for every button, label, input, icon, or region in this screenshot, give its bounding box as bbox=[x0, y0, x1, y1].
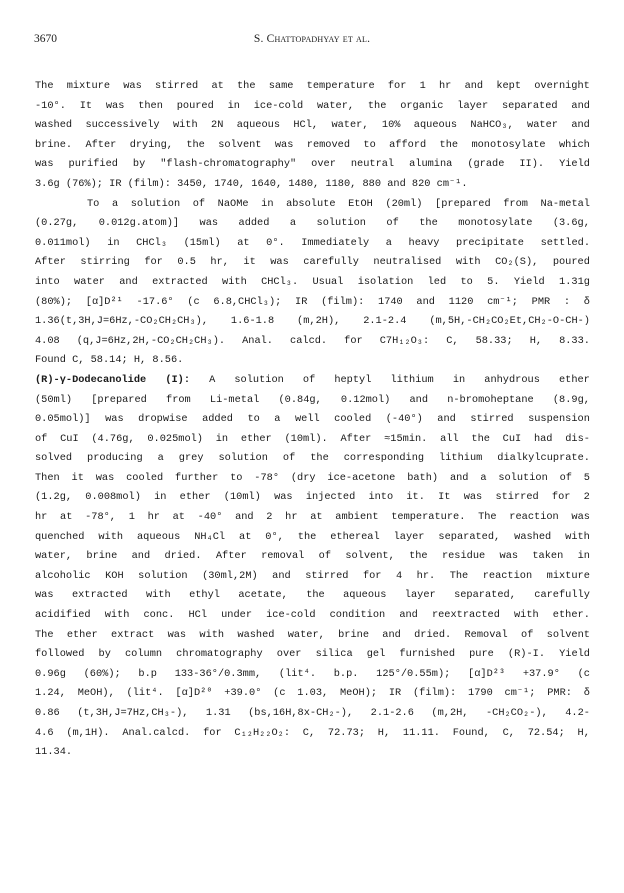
text-line: The ether extract was with washed water, brine and dried. Removal of solvent bbox=[35, 628, 590, 641]
running-author: S. Chattopadhyay et al. bbox=[253, 33, 371, 45]
text-line: 1.24, MeOH), (lit⁴. [α]D²⁰ +39.0° (c 1.03, MeOH); IR (film): 1790 cm⁻¹; PMR: δ bbox=[35, 687, 590, 700]
text-line: 11.34. bbox=[35, 746, 73, 759]
text-line: 0.86 (t,3H,J=7Hz,CH₃-), 1.31 (bs,16H,8x-CH₂-), 2.1-2.6 (m,2H, -CH₂CO₂-), 4.2- bbox=[35, 707, 590, 719]
heading-word: (R)-γ-Dodecanolide bbox=[35, 373, 147, 386]
text-line: was extracted with ethyl acetate, the aqueous layer separated, carefully bbox=[35, 589, 590, 602]
text-line: (R)-γ-Dodecanolide (I): A solution of heptyl lithium in anhydrous ether bbox=[35, 371, 590, 391]
text-line: hr at -78°, 1 hr at -40° and 2 hr at ambient temperature. The reaction was bbox=[35, 511, 590, 524]
text-line: into water and extracted with CHCl₃. Usual isolation led to 5. Yield 1.31g bbox=[35, 275, 590, 288]
text-line: 1.36(t,3H,J=6Hz,-CO₂CH₂CH₃), 1.6-1.8 (m,2H), 2.1-2.4 (m,5H,-CH₂CO₂Et,CH₂-O-CH-) bbox=[35, 315, 590, 328]
text-line: 0.96g (60%); b.p 133-36°/0.3mm, (lit⁴. b.p. 125°/0.55m); [α]D²³ +37.9° (c bbox=[35, 667, 590, 680]
text-line: (80%); [α]D²¹ -17.6° (c 6.8,CHCl₃); IR (film): 1740 and 1120 cm⁻¹; PMR : δ bbox=[35, 295, 590, 308]
text-line: of CuI (4.76g, 0.025mol) in ether (10ml). After ≈15min. all the CuI had dis- bbox=[35, 432, 590, 445]
text-line: 4.08 (q,J=6Hz,2H,-CO₂CH₂CH₃). Anal. calcd. for C7H₁₂O₃: C, 58.33; H, 8.33. bbox=[35, 334, 590, 347]
text-line: After stirring for 0.5 hr, it was carefully neutralised with CO₂(S), poured bbox=[35, 256, 590, 269]
experimental-text bbox=[35, 77, 590, 763]
text-line: brine. After drying, the solvent was removed to afford the monotosylate which bbox=[35, 138, 590, 151]
text-line: Then it was cooled further to -78° (dry ice-acetone bath) and a solution of 5 bbox=[35, 471, 590, 484]
heading-word: (I): bbox=[165, 373, 191, 386]
text-line: 4.6 (m,1H). Anal.calcd. for C₁₂H₂₂O₂: C, 72.73; H, 11.11. Found, C, 72.54; H, bbox=[35, 726, 590, 739]
text-line: (50ml) [prepared from Li-metal (0.84g, 0.12mol) and n-bromoheptane (8.9g, bbox=[35, 393, 590, 406]
text-line: The mixture was stirred at the same temperature for 1 hr and kept overnight bbox=[35, 80, 590, 92]
text-line: followed by column chromatography over silica gel furnished pure (R)-I. Yield bbox=[35, 648, 590, 661]
page-number: 3670 bbox=[34, 33, 57, 45]
text-line: (1.2g, 0.008mol) in ether (10ml) was injected into it. It was stirred for 2 bbox=[35, 491, 590, 504]
text-line: 3.6g (76%); IR (film): 3450, 1740, 1640, 1480, 1180, 880 and 820 cm⁻¹. bbox=[35, 177, 468, 190]
text-line: washed successively with 2N aqueous HCl, water, 10% aqueous NaHCO₃, water and bbox=[35, 119, 590, 132]
text-line: -10°. It was then poured in ice-cold water, the organic layer separated and bbox=[35, 99, 590, 112]
text-line: water, brine and dried. After removal of solvent, the residue was taken in bbox=[35, 550, 590, 563]
text-line: acidified with conc. HCl under ice-cold condition and reextracted with ether. bbox=[35, 609, 590, 622]
running-header bbox=[34, 33, 590, 49]
text-line: 0.011mol) in CHCl₃ (15ml) at 0°. Immediately a heavy precipitate settled. bbox=[35, 236, 590, 249]
text-line: Found C, 58.14; H, 8.56. bbox=[35, 354, 184, 367]
text-line: To a solution of NaOMe in absolute EtOH (20ml) [prepared from Na-metal bbox=[87, 197, 590, 210]
text-line: 0.05mol)] was dropwise added to a well cooled (-40°) and stirred suspension bbox=[35, 413, 590, 426]
text-line: (0.27g, 0.012g.atom)] was added a solution of the monotosylate (3.6g, bbox=[35, 217, 590, 230]
text-line: solved producing a grey solution of the corresponding lithium dialkylcuprate. bbox=[35, 452, 590, 465]
text-line: alcoholic KOH solution (30ml,2M) and stirred for 4 hr. The reaction mixture bbox=[35, 569, 590, 582]
text-line: was purified by "flash-chromatography" over neutral alumina (grade II). Yield bbox=[35, 158, 590, 171]
text-line: quenched with aqueous NH₄Cl at 0°, the ethereal layer separated, washed with bbox=[35, 530, 590, 543]
